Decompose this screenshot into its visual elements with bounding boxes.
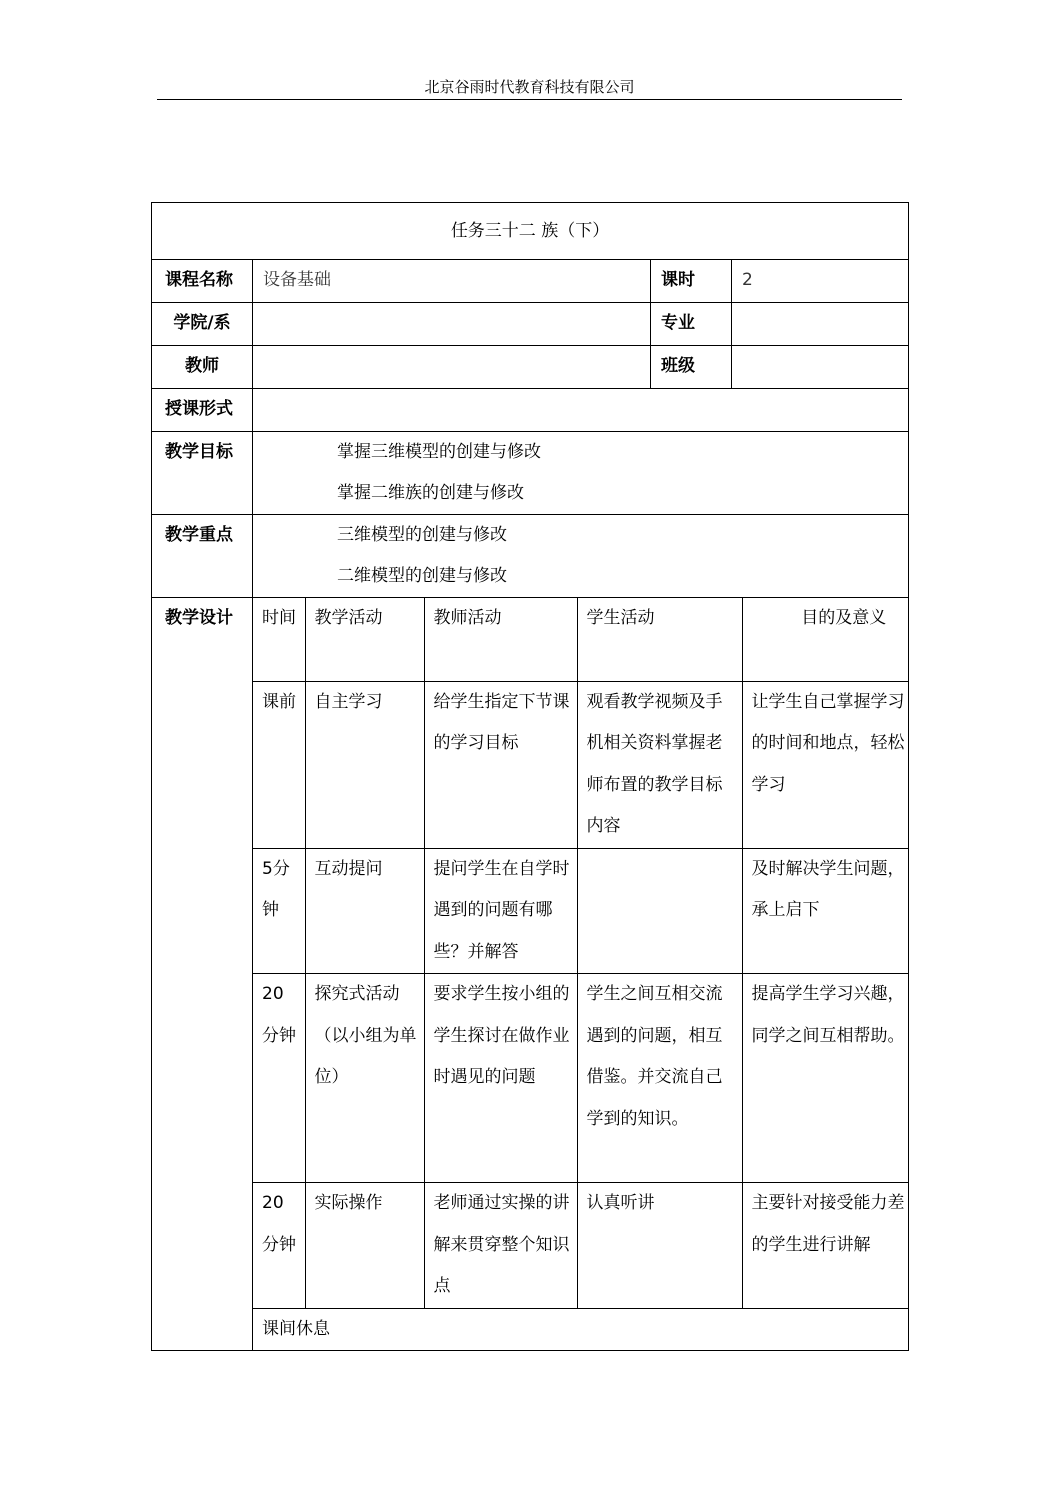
header-activity: 教学活动	[305, 598, 424, 681]
goals-content	[253, 432, 909, 515]
course-name-label: 课程名称	[152, 260, 253, 303]
goal-item: 掌握三维模型的创建与修改	[337, 442, 541, 462]
row-teacher: 提问学生在自学时遇到的问题有哪些？并解答	[424, 848, 577, 974]
class-label: 班级	[651, 346, 732, 389]
format-label: 授课形式	[152, 389, 253, 432]
hours-label: 课时	[651, 260, 732, 303]
teacher-label: 教师	[152, 346, 253, 389]
college-label: 学院/系	[152, 303, 253, 346]
row-student	[577, 848, 742, 974]
row-time: 20分钟	[253, 974, 305, 1183]
row-student: 学生之间互相交流遇到的问题，相互借鉴。并交流自己学到的知识。	[577, 974, 742, 1183]
row-student: 认真听讲	[577, 1183, 742, 1309]
row-teacher: 要求学生按小组的学生探讨在做作业时遇见的问题	[424, 974, 577, 1183]
row-time: 5分钟	[253, 848, 305, 974]
header-purpose: 目的及意义	[742, 598, 909, 681]
focus-label: 教学重点	[152, 515, 253, 598]
row-purpose: 及时解决学生问题，承上启下	[742, 848, 909, 974]
header-divider	[157, 99, 902, 100]
course-name-value: 设备基础	[253, 260, 651, 303]
row-activity: 探究式活动（以小组为单位）	[305, 974, 424, 1183]
major-label: 专业	[651, 303, 732, 346]
table-row	[253, 1183, 909, 1309]
design-content	[253, 598, 909, 1351]
row-time: 20分钟	[253, 1183, 305, 1309]
class-value	[732, 346, 909, 389]
break-row	[253, 1308, 909, 1350]
lesson-title: 任务三十二 族（下）	[152, 203, 909, 260]
row-purpose: 主要针对接受能力差的学生进行讲解	[742, 1183, 909, 1309]
college-value	[253, 303, 651, 346]
teacher-value	[253, 346, 651, 389]
header-time: 时间	[253, 598, 305, 681]
design-table	[253, 598, 909, 1350]
goal-item: 掌握二维族的创建与修改	[337, 483, 524, 503]
row-activity: 互动提问	[305, 848, 424, 974]
table-row	[253, 681, 909, 848]
row-purpose: 提高学生学习兴趣，同学之间互相帮助。	[742, 974, 909, 1183]
company-header: 北京谷雨时代教育科技有限公司	[424, 78, 635, 96]
row-activity: 实际操作	[305, 1183, 424, 1309]
focus-content	[253, 515, 909, 598]
format-value	[253, 389, 909, 432]
hours-value: 2	[732, 260, 909, 303]
row-teacher: 给学生指定下节课的学习目标	[424, 681, 577, 848]
header-student: 学生活动	[577, 598, 742, 681]
design-label: 教学设计	[152, 598, 253, 1351]
break-label: 课间休息	[262, 1318, 330, 1339]
header-teacher: 教师活动	[424, 598, 577, 681]
row-teacher: 老师通过实操的讲解来贯穿整个知识点	[424, 1183, 577, 1309]
table-row	[253, 974, 909, 1183]
major-value	[732, 303, 909, 346]
row-purpose: 让学生自己掌握学习的时间和地点，轻松学习	[742, 681, 909, 848]
row-time: 课前	[253, 681, 305, 848]
lesson-plan-table	[151, 202, 909, 1351]
focus-item: 二维模型的创建与修改	[337, 566, 507, 586]
focus-item: 三维模型的创建与修改	[337, 525, 507, 545]
design-header-row	[253, 598, 909, 681]
table-row	[253, 848, 909, 974]
row-activity: 自主学习	[305, 681, 424, 848]
goals-label: 教学目标	[152, 432, 253, 515]
row-student: 观看教学视频及手机相关资料掌握老师布置的教学目标内容	[577, 681, 742, 848]
